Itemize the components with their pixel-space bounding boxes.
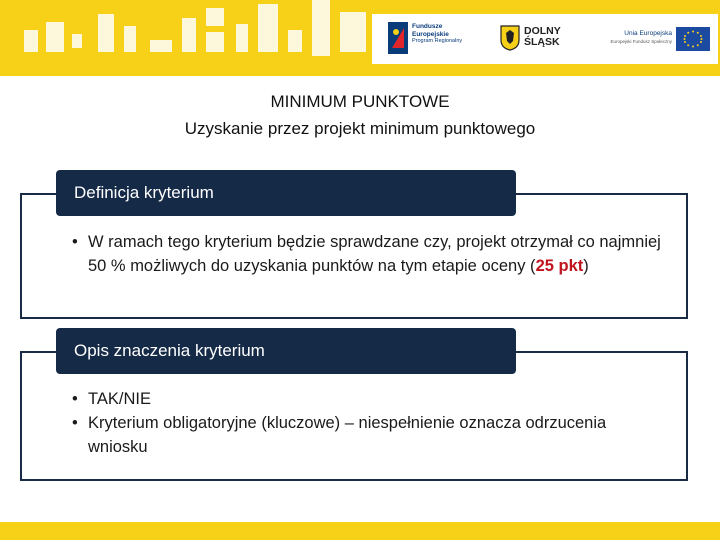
page-title <box>0 88 720 142</box>
bullet-icon: • <box>72 390 78 408</box>
funds-european-text <box>412 23 480 46</box>
eu-line1: Unia Europejska <box>624 30 672 37</box>
section-header-definition: Definicja kryterium <box>56 170 516 216</box>
fe-line2: Europejskie <box>412 30 449 38</box>
decorative-pattern-icon <box>0 0 372 76</box>
eu-text <box>602 30 672 46</box>
ds-line2: ŚLĄSK <box>524 36 560 48</box>
dolny-slask-crest-icon <box>500 25 520 51</box>
eu-line2: Europejski Fundusz Społeczny <box>610 39 672 44</box>
dolny-slask-text <box>524 26 561 48</box>
section-header-description: Opis znaczenia kryterium <box>56 328 516 374</box>
bullet-text: TAK/NIE <box>88 390 151 408</box>
bullet-text: Kryterium obligatoryjne (kluczowe) – niespełnienie oznacza odrzucenia wniosku <box>88 414 607 456</box>
list-item <box>72 411 662 459</box>
list-item <box>72 230 662 278</box>
eu-flag-icon <box>676 27 710 51</box>
title-line1: MINIMUM PUNKTOWE <box>270 92 450 111</box>
fe-line1: Fundusze <box>412 23 443 30</box>
list-item <box>72 387 662 411</box>
title-line2: Uzyskanie przez projekt minimum punktowego <box>184 119 536 138</box>
fe-line3: Program Regionalny <box>412 38 463 44</box>
bullet-text-after: ) <box>583 257 589 275</box>
footer-band <box>0 522 720 540</box>
bullet-text <box>88 230 662 278</box>
bullet-icon: • <box>72 414 78 432</box>
ds-line1: DOLNY <box>524 25 561 37</box>
logo-card <box>372 14 718 64</box>
bullet-text-before: W ramach tego kryterium będzie sprawdzane czy, projekt otrzymał co najmniej 50 % możliwych do uzyskania punktów na tym etapie oceny ( <box>88 233 661 275</box>
points-highlight: 25 pkt <box>535 257 584 275</box>
section-body-description <box>72 387 662 459</box>
bullet-icon: • <box>72 233 78 251</box>
section-body-definition <box>72 230 662 278</box>
funds-european-logo-icon <box>388 22 408 54</box>
header-band <box>0 0 720 76</box>
